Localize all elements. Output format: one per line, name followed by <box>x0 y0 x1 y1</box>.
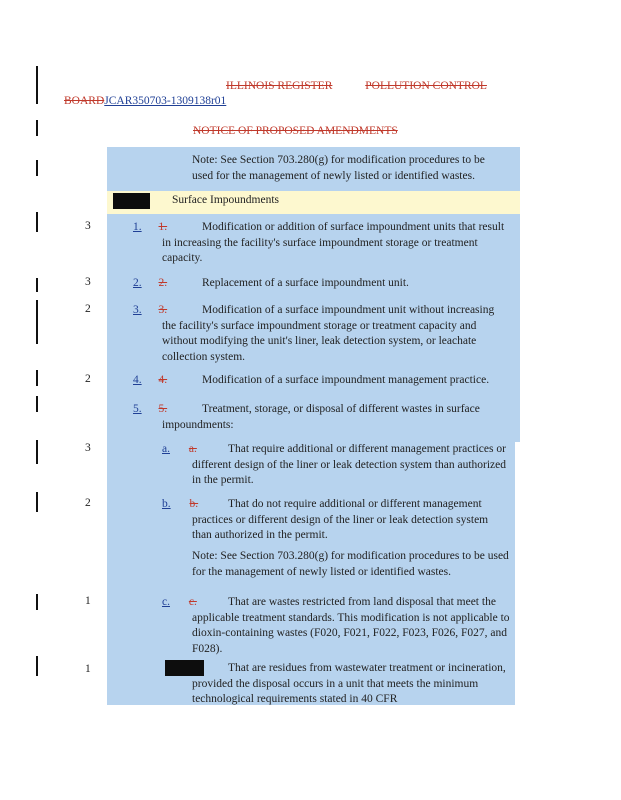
item-text: That do not require additional or different management practices or different design of the liner or leak detection system than authorized in the permit. <box>192 498 489 541</box>
class-number: 2 <box>85 497 91 509</box>
header-line-2 <box>64 95 226 107</box>
item-text: That are residues from wastewater treatment or incineration, provided the disposal occurs in a unit that meets the minimum technological requirements stated in 40 CFR <box>192 662 506 705</box>
item-text: That require additional or different management practices or different design of the liner or leak detection system than authorized in the permit. <box>192 443 507 486</box>
jcar-code: JCAR350703-1309138r01 <box>104 95 227 107</box>
item-number-new: 3. <box>133 304 142 316</box>
change-bar <box>36 492 38 512</box>
list-item <box>133 373 167 389</box>
note-mid: Note: See Section 703.280(g) for modification procedures to be used for the management of newly listed or identified wastes. <box>192 550 509 578</box>
change-bar <box>36 66 38 104</box>
register-title: ILLINOIS REGISTER <box>226 80 333 92</box>
item-number-new: 5. <box>133 403 142 415</box>
change-bar <box>36 594 38 610</box>
redaction-box <box>113 193 150 209</box>
change-bar <box>36 278 38 292</box>
item-number-old: 4. <box>158 374 168 386</box>
class-number: 3 <box>85 220 91 232</box>
list-item <box>133 276 167 292</box>
item-number-new: 4. <box>133 374 142 386</box>
item-number-old: 1. <box>158 221 168 233</box>
item-number-old: a. <box>188 443 197 455</box>
item-number-old: 2. <box>158 277 168 289</box>
item-text: Replacement of a surface impoundment unit. <box>202 277 409 289</box>
class-number: 2 <box>85 373 91 385</box>
item-number-old: c. <box>188 596 197 608</box>
highlight-section-title <box>107 191 520 214</box>
item-number-new: c. <box>162 596 170 608</box>
item-text: Modification of a surface impoundment management practice. <box>202 374 490 386</box>
note-top: Note: See Section 703.280(g) for modification procedures to be used for the management of newly listed or identified wastes. <box>192 154 485 182</box>
notice-title: NOTICE OF PROPOSED AMENDMENTS <box>193 125 398 137</box>
change-bar <box>36 656 38 676</box>
item-number-old: 3. <box>158 304 168 316</box>
item-number-new: a. <box>162 443 170 455</box>
item-number-old: b. <box>189 498 199 510</box>
item-number-new: 2. <box>133 277 142 289</box>
class-number: 3 <box>85 276 91 288</box>
change-bar <box>36 212 38 232</box>
class-number: 1 <box>85 595 91 607</box>
change-bar <box>36 120 38 136</box>
change-bar <box>36 300 38 344</box>
pollution-control: POLLUTION CONTROL <box>365 80 487 92</box>
header-line-1 <box>226 80 487 92</box>
item-text: Treatment, storage, or disposal of different wastes in surface impoundments: <box>162 403 480 431</box>
item-number-old: 5. <box>158 403 168 415</box>
change-bar <box>36 370 38 386</box>
item-text: Modification or addition of surface impoundment units that result in increasing the facility's surface impoundment storage or treatment capacity. <box>162 221 505 264</box>
section-title: Surface Impoundments <box>172 194 279 206</box>
change-bar <box>36 160 38 176</box>
board-word: BOARD <box>64 95 105 107</box>
item-number-new: b. <box>162 498 171 510</box>
class-number: 3 <box>85 442 91 454</box>
change-bar <box>36 440 38 464</box>
item-text: That are wastes restricted from land disposal that meet the applicable treatment standards. This modification is not applicable to dioxin-containing wastes (F020, F021, F022, F023, F026, F027, and F028). <box>192 596 510 655</box>
item-number-new: 1. <box>133 221 142 233</box>
item-text: Modification of a surface impoundment unit without increasing the facility's surface impoundment storage or treatment capacity and without modifying the unit's liner, leak detection system, or leachate collection system. <box>162 304 495 363</box>
class-number: 1 <box>85 663 91 675</box>
class-number: 2 <box>85 303 91 315</box>
change-bar <box>36 396 38 412</box>
